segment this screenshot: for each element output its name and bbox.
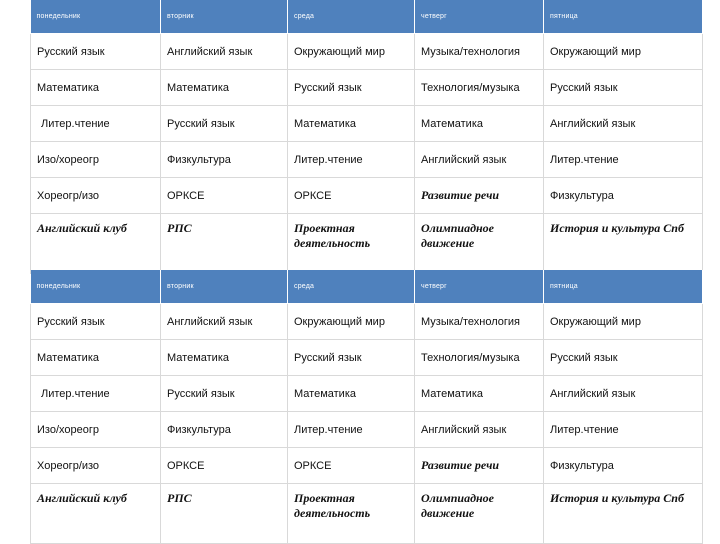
day-header: четверг bbox=[415, 0, 544, 34]
lesson-cell: РПС bbox=[161, 214, 288, 274]
lesson-cell: ОРКСЕ bbox=[288, 448, 415, 484]
day-header: вторник bbox=[161, 0, 288, 34]
lesson-cell: Математика bbox=[31, 70, 161, 106]
lesson-cell: Развитие речи bbox=[415, 178, 544, 214]
lesson-cell: Проектная деятельность bbox=[288, 214, 415, 274]
lesson-cell: Физкультура bbox=[544, 448, 703, 484]
lesson-cell: Литер.чтение bbox=[31, 106, 161, 142]
table-row bbox=[31, 412, 703, 448]
lesson-cell: Математика bbox=[31, 340, 161, 376]
timetable bbox=[30, 270, 703, 544]
lesson-cell: Развитие речи bbox=[415, 448, 544, 484]
table-row bbox=[31, 178, 703, 214]
lesson-cell: Русский язык bbox=[161, 376, 288, 412]
lesson-cell: Окружающий мир bbox=[288, 34, 415, 70]
lesson-cell: Математика bbox=[288, 376, 415, 412]
lesson-cell: Литер.чтение bbox=[544, 142, 703, 178]
lesson-cell: Математика bbox=[288, 106, 415, 142]
table-row bbox=[31, 214, 703, 274]
lesson-cell: Математика bbox=[161, 70, 288, 106]
lesson-cell: Русский язык bbox=[31, 304, 161, 340]
lesson-cell: История и культура Спб bbox=[544, 484, 703, 544]
lesson-cell: Математика bbox=[415, 106, 544, 142]
lesson-cell: Математика bbox=[161, 340, 288, 376]
lesson-cell: Технология/музыка bbox=[415, 340, 544, 376]
table-row bbox=[31, 34, 703, 70]
lesson-cell: Музыка/технология bbox=[415, 304, 544, 340]
lesson-cell: Английский клуб bbox=[31, 214, 161, 274]
lesson-cell: ОРКСЕ bbox=[288, 178, 415, 214]
lesson-cell: ОРКСЕ bbox=[161, 448, 288, 484]
header-row bbox=[31, 0, 703, 34]
day-header: понедельник bbox=[31, 270, 161, 304]
table-row bbox=[31, 448, 703, 484]
timetable bbox=[30, 0, 703, 274]
lesson-cell: Русский язык bbox=[288, 70, 415, 106]
lesson-cell: РПС bbox=[161, 484, 288, 544]
lesson-cell: Русский язык bbox=[161, 106, 288, 142]
lesson-cell: Русский язык bbox=[31, 34, 161, 70]
lesson-cell: Английский клуб bbox=[31, 484, 161, 544]
day-header: среда bbox=[288, 0, 415, 34]
lesson-cell: Технология/музыка bbox=[415, 70, 544, 106]
lesson-cell: Музыка/технология bbox=[415, 34, 544, 70]
day-header: вторник bbox=[161, 270, 288, 304]
lesson-cell: Олимпиадное движение bbox=[415, 484, 544, 544]
lesson-cell: Литер.чтение bbox=[288, 412, 415, 448]
lesson-cell: Русский язык bbox=[288, 340, 415, 376]
lesson-cell: Физкультура bbox=[161, 412, 288, 448]
day-header: пятница bbox=[544, 0, 703, 34]
table-row bbox=[31, 304, 703, 340]
lesson-cell: Математика bbox=[415, 376, 544, 412]
lesson-cell: Английский язык bbox=[161, 304, 288, 340]
day-header: четверг bbox=[415, 270, 544, 304]
header-row bbox=[31, 270, 703, 304]
lesson-cell: Английский язык bbox=[544, 106, 703, 142]
lesson-cell: Литер.чтение bbox=[544, 412, 703, 448]
lesson-cell: Литер.чтение bbox=[31, 376, 161, 412]
lesson-cell: Английский язык bbox=[544, 376, 703, 412]
day-header: пятница bbox=[544, 270, 703, 304]
lesson-cell: Физкультура bbox=[544, 178, 703, 214]
lesson-cell: Изо/хореогр bbox=[31, 412, 161, 448]
lesson-cell: Физкультура bbox=[161, 142, 288, 178]
table-row bbox=[31, 484, 703, 544]
schedule-table-1 bbox=[30, 0, 702, 274]
lesson-cell: Олимпиадное движение bbox=[415, 214, 544, 274]
table-row bbox=[31, 106, 703, 142]
table-row bbox=[31, 340, 703, 376]
schedule-table-2 bbox=[30, 270, 702, 544]
lesson-cell: Окружающий мир bbox=[288, 304, 415, 340]
day-header: понедельник bbox=[31, 0, 161, 34]
lesson-cell: Хореогр/изо bbox=[31, 178, 161, 214]
table-row bbox=[31, 376, 703, 412]
lesson-cell: Английский язык bbox=[415, 142, 544, 178]
day-header: среда bbox=[288, 270, 415, 304]
lesson-cell: Русский язык bbox=[544, 340, 703, 376]
lesson-cell: Изо/хореогр bbox=[31, 142, 161, 178]
lesson-cell: Английский язык bbox=[415, 412, 544, 448]
table-row bbox=[31, 142, 703, 178]
lesson-cell: Русский язык bbox=[544, 70, 703, 106]
lesson-cell: ОРКСЕ bbox=[161, 178, 288, 214]
lesson-cell: Хореогр/изо bbox=[31, 448, 161, 484]
lesson-cell: Английский язык bbox=[161, 34, 288, 70]
lesson-cell: История и культура Спб bbox=[544, 214, 703, 274]
lesson-cell: Проектная деятельность bbox=[288, 484, 415, 544]
lesson-cell: Окружающий мир bbox=[544, 304, 703, 340]
lesson-cell: Литер.чтение bbox=[288, 142, 415, 178]
lesson-cell: Окружающий мир bbox=[544, 34, 703, 70]
table-row bbox=[31, 70, 703, 106]
